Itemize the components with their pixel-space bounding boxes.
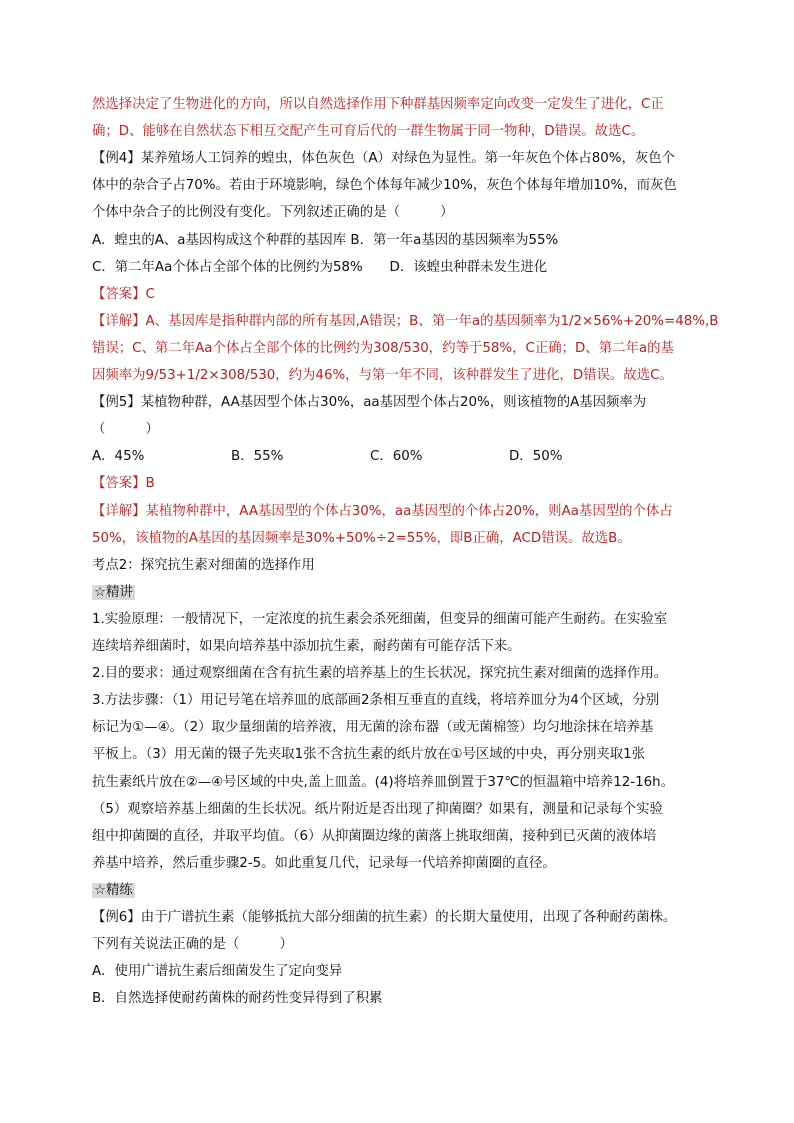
text-line: 下列有关说法正确的是（ ） — [92, 937, 293, 953]
text-line: 【例6】由于广谱抗生素（能够抵抗大部分细菌的抗生素）的长期大量使用，出现了各种耐药菌株。 — [92, 910, 677, 925]
text-line: 因频率为9/53+1/2×308/530，约为46%，与第一年不同，该种群发生了进化，D错误。故选C。 — [92, 368, 673, 383]
text-line: 【答案】C — [92, 286, 155, 302]
text-line: 【详解】某植物种群中，AA基因型的个体占30%，aa基因型的个体占20%，则Aa基因型的个体占 — [92, 503, 673, 519]
text-line: （5）观察培养基上细菌的生长状况。纸片附近是否出现了抑菌圈？如果有，测量和记录每个实验 — [92, 801, 663, 817]
text-line: 考点2：探究抗生素对细菌的选择作用 — [92, 557, 315, 573]
text-line: 养基中培养，然后重步骤2-5。如此重复几代，记录每一代培养抑菌圈的直径。 — [92, 855, 556, 871]
text-line: 3.方法步骤：（1）用记号笔在培养皿的底部画2条相互垂直的直线，将培养皿分为4个区域，分别 — [92, 693, 660, 709]
text-line: 【例4】某养殖场人工饲养的蝗虫，体色灰色（A）对绿色为显性。第一年灰色个体占80%，灰色个 — [92, 151, 676, 167]
text-line — [92, 878, 135, 904]
option-c: C．60% — [370, 449, 423, 465]
text-line: 标记为①—④。（2）取少量细菌的培养液，用无菌的涂布器（或无菌棉签）均匀地涂抹在培养基 — [92, 720, 654, 736]
text-line: 体中的杂合子占70%。若由于环境影响，绿色个体每年减少10%，灰色个体每年增加10%，而灰色 — [92, 178, 677, 194]
text-line: 【答案】B — [92, 476, 155, 492]
text-line: 然选择决定了生物进化的方向，所以自然选择作用下种群基因频率定向改变一定发生了进化，C正 — [92, 97, 664, 112]
text-line: A．使用广谱抗生素后细菌发生了定向变异 — [92, 964, 343, 980]
text-line: 1.实验原理：一般情况下，一定浓度的抗生素会杀死细菌，但变异的细菌可能产生耐药。在实验室 — [92, 611, 668, 627]
section-label: ☆精讲 — [94, 584, 133, 600]
text-line: 50%，该植物的A基因的基因频率是30%+50%÷2=55%，即B正确，ACD错误。故选B。 — [92, 530, 631, 546]
text-line: 连续培养细菌时，如果向培养基中添加抗生素，耐药菌有可能存活下来。 — [92, 639, 521, 654]
text-line: 抗生素纸片放在②—④号区域的中央,盖上皿盖。(4)将培养皿倒置于37℃的恒温箱中培养12-16h。 — [92, 774, 674, 790]
text-line: 【详解】A、基因库是指种群内部的所有基因,A错误；B、第一年a的基因频率为1/2×56%+20%=48%,B — [92, 313, 719, 329]
option-b: B．55% — [231, 449, 284, 465]
option-d: D．50% — [509, 449, 563, 465]
text-line: （ ） — [92, 422, 159, 438]
text-line: B．自然选择使耐药菌株的耐药性变异得到了积累 — [92, 991, 383, 1007]
text-line: A．蝗虫的A、a基因构成这个种群的基因库 B．第一年a基因的基因频率为55% — [92, 232, 559, 248]
text-line: 确；D、能够在自然状态下相互交配产生可育后代的一群生物属于同一物种，D错误。故选C。 — [92, 124, 645, 140]
section-label: ☆精练 — [94, 882, 133, 898]
text-line — [92, 580, 135, 606]
text-line: 平板上。（3）用无菌的镊子先夹取1张不含抗生素的纸片放在①号区域的中央，再分别夹取1张 — [92, 747, 646, 763]
text-line: 【例5】某植物种群，AA基因型个体占30%，aa基因型个体占20%，则该植物的A基因频率为 — [92, 395, 647, 411]
text-line: 个体中杂合子的比例没有变化。下列叙述正确的是（ ） — [92, 205, 454, 221]
text-line: 2.目的要求：通过观察细菌在含有抗生素的培养基上的生长状况，探究抗生素对细菌的选择作用。 — [92, 666, 668, 682]
text-line: 错误；C、第二年Aa个体占全部个体的比例约为308/530，约等于58%，C正确；D、第二年a的基 — [92, 340, 674, 356]
text-line: 组中抑菌圈的直径，并取平均值。（6）从抑菌圈边缘的菌落上挑取细菌，接种到已灭菌的液体培 — [92, 828, 657, 844]
text-line: C．第二年Aa个体占全部个体的比例约为58% D．该蝗虫种群未发生进化 — [92, 259, 548, 275]
option-a: A．45% — [92, 449, 145, 465]
